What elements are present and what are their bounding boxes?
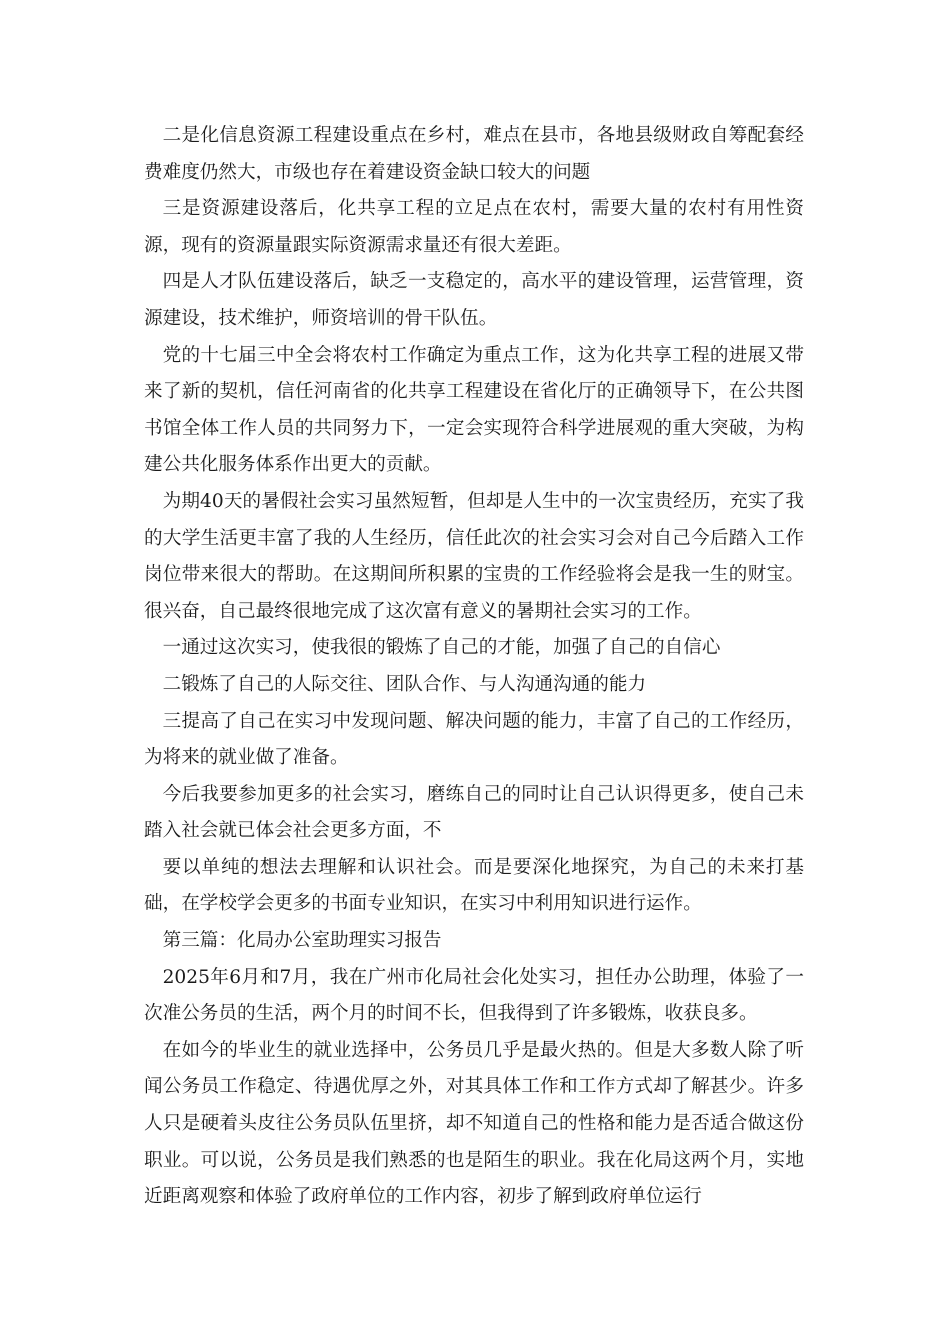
paragraph-talent-team: 四是人才队伍建设落后，缺乏一支稳定的，高水平的建设管理，运营管理，资源建设，技术维护，师资培训的骨干队伍。 (144, 271, 804, 329)
paragraph-internship-intro: 2025年6月和7月，我在广州市化局社会化处实习，担任办公助理，体验了一次准公务员的生活，两个月的时间不长，但我得到了许多锻炼，收获良多。 (144, 966, 804, 1025)
paragraph-gain-two: 二锻炼了自己的人际交往、团队合作、与人沟通沟通的能力 (162, 673, 647, 695)
paragraph-civil-servant: 在如今的毕业生的就业选择中，公务员几乎是最火热的。但是大多数人除了听闻公务员工作稳定、待遇优厚之外，对其具体工作和工作方式却了解甚少。许多人只是硬着头皮往公务员队伍里挤，却不知道自己的性格和能力是否适合做这份职业。可以说，公务员是我们熟悉的也是陌生的职业。我在化局这两个月，实地近距离观察和体验了政府单位的工作内容，初步了解到政府单位运行 (144, 1039, 804, 1208)
paragraph-future-plans: 今后我要参加更多的社会实习，磨练自己的同时让自己认识得更多，使自己未踏入社会就已体会社会更多方面，不 (144, 783, 804, 842)
paragraph-gain-three: 三提高了自己在实习中发现问题、解决问题的能力，丰富了自己的工作经历，为将来的就业做了准备。 (144, 710, 804, 769)
paragraph-gain-one: 一通过这次实习，使我很的锻炼了自己的才能，加强了自己的自信心 (162, 637, 721, 659)
paragraph-future-plans-cont: 要以单纯的想法去理解和认识社会。而是要深化地探究，为自己的未来打基础，在学校学会更多的书面专业知识，在实习中利用知识进行运作。 (144, 856, 804, 915)
paragraph-summer-internship: 为期40天的暑假社会实习虽然短暂，但却是人生中的一次宝贵经历，充实了我的大学生活更丰富了我的人生经历，信任此次的社会实习会对自己今后踏入工作岗位带来很大的帮助。在这期间所积累的宝贵的工作经验将会是我一生的财宝。很兴奋，自己最终很地完成了这次富有意义的暑期社会实习的工作。 (144, 490, 804, 622)
paragraph-resource-construction: 三是资源建设落后，化共享工程的立足点在农村，需要大量的农村有用性资源，现有的资源量跟实际资源需求量还有很大差距。 (144, 198, 804, 256)
document-page (144, 118, 804, 1216)
paragraph-party-plenum: 党的十七届三中全会将农村工作确定为重点工作，这为化共享工程的进展又带来了新的契机，信任河南省的化共享工程建设在省化厅的正确领导下，在公共图书馆全体工作人员的共同努力下，一定会实现符合科学进展观的重大突破，为构建公共化服务体系作出更大的贡献。 (144, 344, 804, 476)
section-heading: 第三篇：化局办公室助理实习报告 (162, 930, 442, 952)
paragraph-resource-project: 二是化信息资源工程建设重点在乡村，难点在县市，各地县级财政自筹配套经费难度仍然大，市级也存在着建设资金缺口较大的问题 (144, 125, 804, 183)
